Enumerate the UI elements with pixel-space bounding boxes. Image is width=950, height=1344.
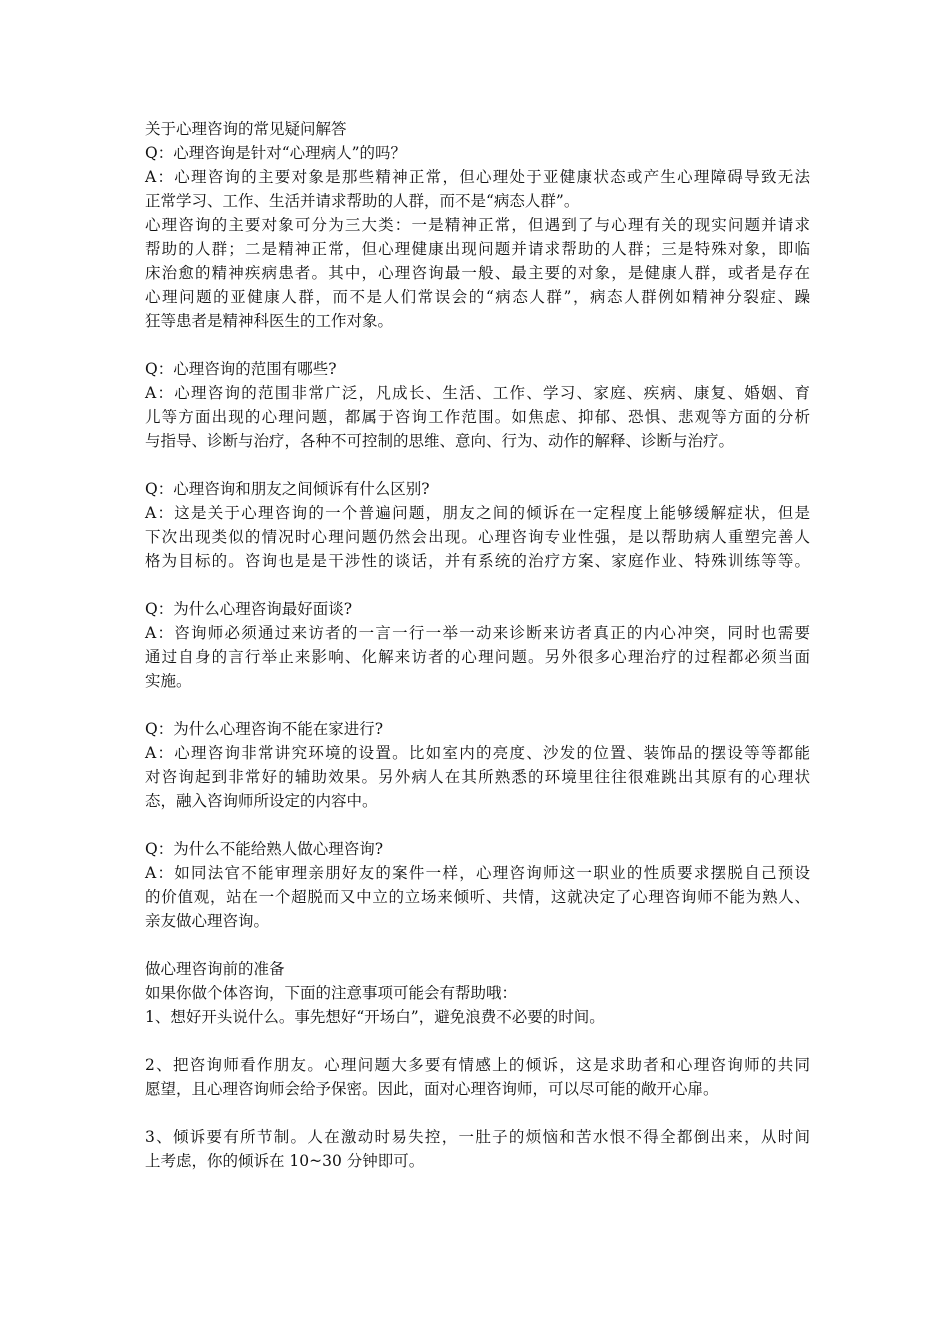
section-heading: 做心理咨询前的准备 — [145, 960, 285, 978]
answer-line: A：心理咨询的范围非常广泛，凡成长、生活、工作、学习、家庭、疾病、康复、婚姻、育 — [145, 384, 810, 402]
answer-line: 儿等方面出现的心理问题，都属于咨询工作范围。如焦虑、抑郁、恐惧、悲观等方面的分析 — [145, 408, 810, 426]
answer-line: A：心理咨询非常讲究环境的设置。比如室内的亮度、沙发的位置、装饰品的摆设等等都能 — [145, 744, 810, 762]
answer-line: 正常学习、工作、生活并请求帮助的人群，而不是“病态人群”。 — [145, 192, 580, 210]
tip-line: 上考虑，你的倾诉在 10~30 分钟即可。 — [145, 1152, 425, 1170]
question-line: Q：为什么心理咨询不能在家进行? — [145, 720, 384, 738]
answer-line: A：咨询师必须通过来访者的一言一行一举一动来诊断来访者真正的内心冲突，同时也需要 — [145, 624, 810, 642]
paragraph-gap — [145, 693, 810, 717]
answer-line: 态，融入咨询师所设定的内容中。 — [145, 792, 378, 810]
paragraph-gap — [145, 933, 810, 957]
answer-line: 实施。 — [145, 672, 192, 690]
faq-section — [145, 597, 810, 693]
question-line: Q：为什么心理咨询最好面谈? — [145, 600, 353, 618]
question-line: Q：心理咨询是针对“心理病人”的吗？ — [145, 144, 407, 162]
tip-line: 愿望，且心理咨询师会给予保密。因此，面对心理咨询师，可以尽可能的敞开心扉。 — [145, 1080, 719, 1098]
answer-line: 帮助的人群；二是精神正常，但心理健康出现问题并请求帮助的人群；三是特殊对象，即临 — [145, 240, 810, 258]
preparation-section — [145, 957, 810, 1029]
paragraph-gap — [145, 1101, 810, 1125]
tip-section — [145, 1125, 810, 1173]
answer-line: 亲友做心理咨询。 — [145, 912, 270, 930]
answer-line: 与指导、诊断与治疗，各种不可控制的思维、意向、行为、动作的解释、诊断与治疗。 — [145, 432, 735, 450]
faq-section — [145, 477, 810, 573]
faq-section — [145, 717, 810, 813]
answer-line: A：这是关于心理咨询的一个普遍问题，朋友之间的倾诉在一定程度上能够缓解症状，但是 — [145, 504, 810, 522]
intro-line: 如果你做个体咨询，下面的注意事项可能会有帮助哦： — [145, 984, 518, 1002]
answer-line: 下次出现类似的情况时心理问题仍然会出现。心理咨询专业性强，是以帮助病人重塑完善人 — [145, 528, 810, 546]
question-line: Q：心理咨询的范围有哪些? — [145, 360, 337, 378]
tip-section — [145, 1053, 810, 1101]
question-line: Q：心理咨询和朋友之间倾诉有什么区别? — [145, 480, 430, 498]
answer-line: 对咨询起到非常好的辅助效果。另外病人在其所熟悉的环境里往往很难跳出其原有的心理状 — [145, 768, 810, 786]
tip-line: 1、想好开头说什么。事先想好“开场白”，避免浪费不必要的时间。 — [145, 1008, 605, 1026]
document-page — [145, 117, 810, 1173]
answer-line: 床治愈的精神疾病患者。其中，心理咨询最一般、最主要的对象，是健康人群，或者是存在 — [145, 264, 810, 282]
paragraph-gap — [145, 813, 810, 837]
answer-line: A：心理咨询的主要对象是那些精神正常，但心理处于亚健康状态或产生心理障碍导致无法 — [145, 168, 810, 186]
paragraph-gap — [145, 1029, 810, 1053]
answer-line: 格为目标的。咨询也是是干涉性的谈话，并有系统的治疗方案、家庭作业、特殊训练等等。 — [145, 552, 810, 570]
faq-section — [145, 141, 810, 333]
tip-line: 3、倾诉要有所节制。人在激动时易失控，一肚子的烦恼和苦水恨不得全都倒出来，从时间 — [145, 1128, 810, 1146]
paragraph-gap — [145, 573, 810, 597]
answer-line: 心理问题的亚健康人群，而不是人们常误会的“病态人群”，病态人群例如精神分裂症、躁 — [145, 288, 810, 306]
tip-line: 2、把咨询师看作朋友。心理问题大多要有情感上的倾诉，这是求助者和心理咨询师的共同 — [145, 1056, 810, 1074]
paragraph-gap — [145, 333, 810, 357]
paragraph-gap — [145, 453, 810, 477]
answer-line: 的价值观，站在一个超脱而又中立的立场来倾听、共情，这就决定了心理咨询师不能为熟人、 — [145, 888, 810, 906]
answer-line: 通过自身的言行举止来影响、化解来访者的心理问题。另外很多心理治疗的过程都必须当面 — [145, 648, 810, 666]
document-title: 关于心理咨询的常见疑问解答 — [145, 120, 347, 138]
answer-line: 心理咨询的主要对象可分为三大类：一是精神正常，但遇到了与心理有关的现实问题并请求 — [145, 216, 810, 234]
faq-section — [145, 357, 810, 453]
answer-line: A：如同法官不能审理亲朋好友的案件一样，心理咨询师这一职业的性质要求摆脱自己预设 — [145, 864, 810, 882]
answer-line: 狂等患者是精神科医生的工作对象。 — [145, 312, 394, 330]
faq-section — [145, 837, 810, 933]
question-line: Q：为什么不能给熟人做心理咨询? — [145, 840, 384, 858]
